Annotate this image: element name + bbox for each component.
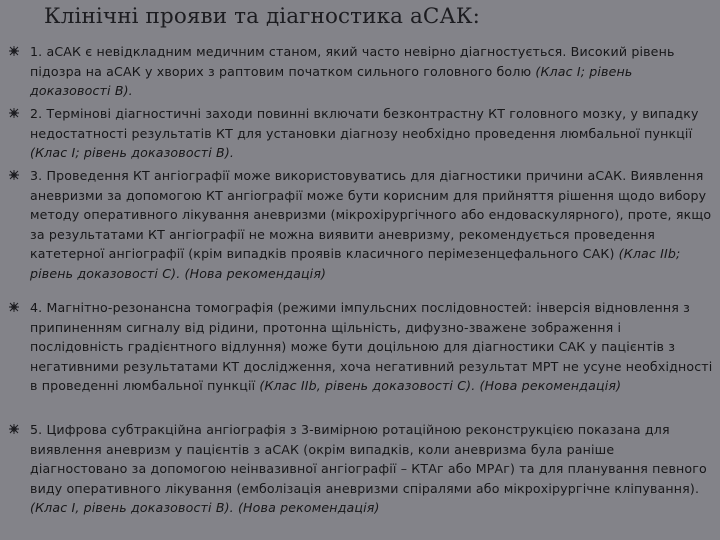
item-body: 3. Проведення КТ ангіографії може використовуватись для діагностики причини аСАК. Виявлення аневризми за допомогою КТ ангіографії може бути корисним для прийняття рішення щодо вибору методу оперативного лікування аневризми (мікрохірургічного або ендоваскулярного), проте, якщо за результатами КТ ангіографії не можна виявити аневризму, рекомендується проведення катетерної ангіографії (крім випадків проявів класичного перімезенцефального САК): [30, 168, 712, 262]
wingding-bullet-icon: [8, 423, 20, 435]
list-item-text: [30, 298, 714, 396]
list-item-text: [30, 166, 714, 284]
list-item-text: [30, 420, 714, 518]
evidence-class: (Клас I; рівень доказовості B).: [30, 63, 633, 99]
evidence-class: (Клас IIb, рівень доказовості C). (Нова рекомендація): [259, 378, 622, 394]
wingding-bullet-icon: [8, 45, 20, 57]
list-item-text: [30, 42, 714, 101]
wingding-bullet-icon: [8, 169, 20, 181]
item-body: 4. Магнітно-резонансна томографія (режими імпульсних послідовностей: інверсія відновлення з припиненням сигналу від рідини, протонна щільність, дифузно-зважене зображення і послідовність градієнтного відлуння) може бути доцільною для діагностики САК у пацієнтів з негативними результатами КТ дослідження, хоча негативний результат МРТ не усуне необхідності в проведенні люмбальної пункції: [30, 300, 713, 394]
wingding-bullet-icon: [8, 301, 20, 313]
evidence-class: (Клас I, рівень доказовості B). (Нова рекомендація): [30, 500, 380, 516]
item-body: 2. Термінові діагностичні заходи повинні включати безконтрастну КТ головного мозку, у випадку недостатності результатів КТ для установки діагнозу необхідно проведення люмбальної пункції: [30, 106, 699, 141]
evidence-class: (Клас IIb; рівень доказовості C). (Нова рекомендація): [30, 246, 681, 281]
item-body: 5. Цифрова субтракційна ангіографія з 3-вимірною ротаційною реконструкцією показана для виявлення аневризм у пацієнтів з аСАК (окрім випадків, коли аневризма була раніше діагностовано за допомогою неінвазивної ангіографії – КТАг або МРАг) та для планування певного виду оперативного лікування (емболізація аневризми спіралями або мікрохірургічне кліпування).: [30, 422, 707, 496]
slide-title: Клінічні прояви та діагностика аСАК:: [44, 4, 480, 29]
evidence-class: (Клас I; рівень доказовості B).: [30, 145, 235, 161]
item-body: 1. аСАК є невідкладним медичним станом, який часто невірно діагностується. Високий рівень підозра на аСАК у хворих з раптовим початком сильного головного болю: [30, 44, 675, 79]
wingding-bullet-icon: [8, 107, 20, 119]
list-item-text: [30, 104, 714, 163]
